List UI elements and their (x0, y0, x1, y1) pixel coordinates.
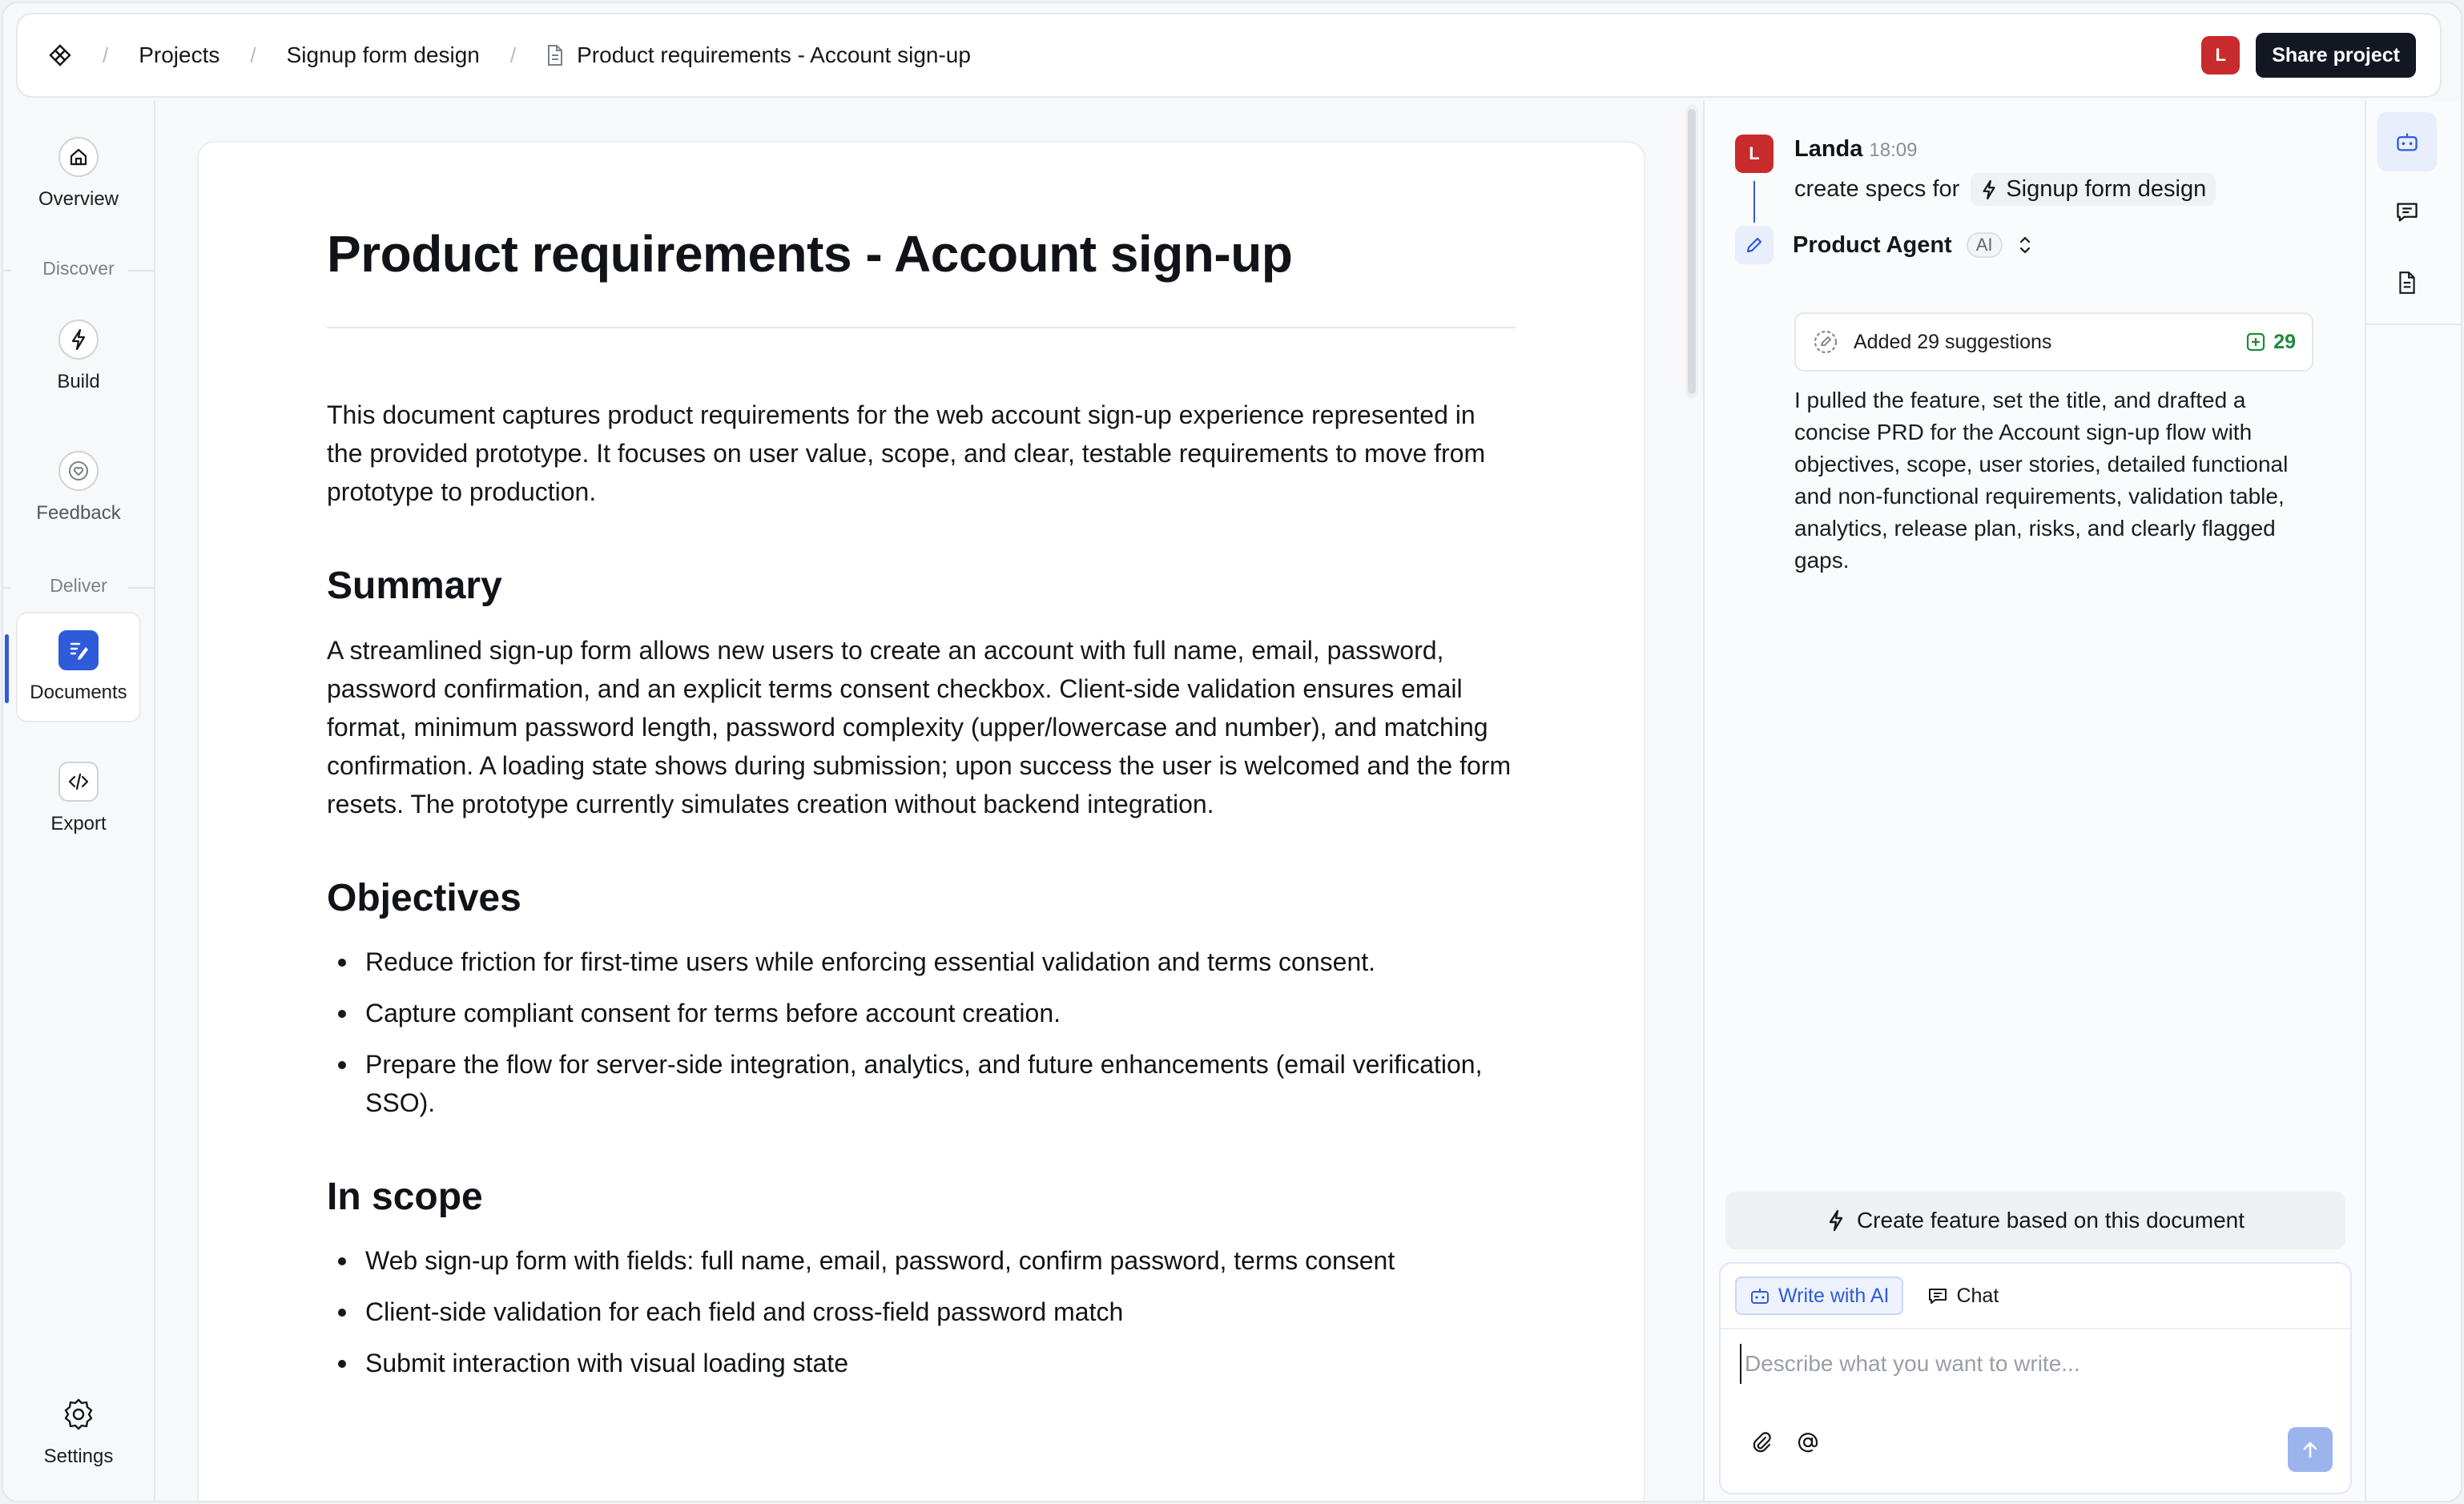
summary-paragraph[interactable]: A streamlined sign-up form allows new users to create an account with full name, email, password, password confirmation, and an explicit terms consent checkbox. Client-side validation ensures email format, minimum password length, password complexity (upper/lowercase and number), and matching confirmation. A loading state shows during submission; upon success the user is welcomed and the form resets. The prototype currently simulates creation without backend integration. (327, 635, 1512, 818)
mention-icon[interactable] (1796, 1430, 1820, 1454)
agent-name: Product Agent (1793, 231, 1952, 258)
robot-icon (2395, 131, 2419, 153)
title-divider (327, 327, 1516, 328)
nav-section-discover: Discover (16, 258, 141, 279)
summary-heading[interactable]: Summary (327, 565, 502, 608)
sidebar-item-feedback[interactable] (16, 432, 141, 543)
app-window (2, 2, 2462, 1502)
breadcrumb-projects[interactable]: Projects (139, 42, 220, 67)
arrow-up-icon (2301, 1439, 2320, 1460)
share-project-button[interactable]: Share project (2256, 33, 2416, 78)
breadcrumb-document-label: Product requirements - Account sign-up (577, 42, 971, 67)
document-intro[interactable]: This document captures product requirements for the web account sign-up experience represented in the provided prototype. It focuses on user value, scope, and clear, testable requirements to move from prototype to production. (327, 400, 1486, 507)
avatar: L (1735, 135, 1774, 173)
feature-chip-label: Signup form design (2006, 176, 2207, 202)
document-icon (2398, 271, 2417, 295)
nav-section-deliver: Deliver (16, 575, 141, 597)
workspace-logo-icon[interactable] (48, 43, 72, 67)
tab-chat[interactable] (1914, 1277, 2011, 1315)
objectives-list (327, 943, 1516, 1122)
breadcrumb (48, 42, 971, 68)
chat-bubble-icon (1927, 1286, 1948, 1305)
suggestions-label: Added 29 suggestions (1854, 330, 2052, 353)
sidebar-item-settings[interactable] (16, 1376, 141, 1486)
prompt-input[interactable] (1740, 1344, 2317, 1384)
lightning-icon (1826, 1209, 1846, 1232)
message-author (1794, 136, 1917, 163)
tab-label: Chat (1956, 1284, 1999, 1307)
code-export-icon (58, 762, 99, 802)
rail-ai-assistant-button[interactable] (2377, 112, 2437, 171)
sidebar (3, 101, 155, 1502)
lightning-icon (58, 320, 99, 360)
user-message (1794, 173, 2216, 206)
chevron-up-down-icon[interactable] (2017, 234, 2033, 256)
robot-icon (1749, 1286, 1770, 1305)
objectives-heading[interactable]: Objectives (327, 876, 521, 919)
list-item[interactable]: Client-side validation for each field and cross-field password match (327, 1293, 1516, 1331)
composer-tabs (1735, 1277, 2011, 1315)
document-edit-icon (58, 630, 99, 670)
ai-composer (1719, 1262, 2352, 1494)
user-avatar[interactable]: L (2201, 36, 2240, 74)
paperclip-icon[interactable] (1749, 1430, 1774, 1454)
rail-document-button[interactable] (2377, 253, 2437, 312)
breadcrumb-separator: / (103, 42, 109, 67)
tab-label: Write with AI (1778, 1284, 1890, 1307)
create-feature-label: Create feature based on this document (1856, 1208, 2245, 1233)
create-feature-button[interactable] (1725, 1192, 2345, 1249)
rail-divider (2366, 324, 2462, 325)
sidebar-item-label: Settings (43, 1446, 114, 1467)
agent-reply: I pulled the feature, set the title, and drafted a concise PRD for the Account sign-up flow with objectives, scope, user stories, detailed functional and non-functional requirements, validation table, analytics, release plan, risks, and clearly flagged gaps. (1794, 388, 2289, 573)
home-icon (58, 137, 99, 177)
composer-divider (1721, 1328, 2350, 1329)
right-rail (2365, 101, 2462, 1502)
heart-chat-icon (58, 451, 99, 491)
scrollbar-thumb[interactable] (1688, 109, 1696, 394)
send-button[interactable] (2288, 1427, 2333, 1472)
dashed-circle-icon (1812, 328, 1839, 356)
suggestions-count-value: 29 (2273, 330, 2296, 353)
lightning-icon (1980, 179, 1998, 200)
sidebar-item-export[interactable] (16, 743, 141, 854)
sidebar-item-build[interactable] (16, 301, 141, 412)
pencil-icon (1735, 226, 1774, 264)
breadcrumb-document[interactable] (546, 42, 971, 68)
list-item[interactable]: Web sign-up form with fields: full name, email, password, confirm password, terms consent (327, 1241, 1516, 1280)
message-time: 18:09 (1869, 139, 1918, 161)
rail-comments-button[interactable] (2377, 183, 2437, 242)
tab-write-with-ai[interactable] (1735, 1277, 1903, 1315)
list-item[interactable]: Prepare the flow for server-side integration, analytics, and future enhancements (email verification, SSO). (327, 1045, 1516, 1122)
message-text: create specs for (1794, 176, 1960, 202)
document-title[interactable]: Product requirements - Account sign-up (327, 225, 1293, 283)
sidebar-item-documents[interactable] (16, 612, 141, 722)
comment-icon (2395, 201, 2419, 223)
ai-chat-panel (1703, 101, 2365, 1502)
breadcrumb-feature[interactable]: Signup form design (286, 42, 480, 67)
scope-list (327, 1241, 1516, 1382)
list-item[interactable]: Reduce friction for first-time users while enforcing essential validation and terms consent. (327, 943, 1516, 981)
composer-tools (1749, 1430, 1820, 1454)
feature-chip[interactable] (1971, 173, 2216, 206)
suggestions-summary[interactable] (1794, 312, 2313, 372)
scope-heading[interactable]: In scope (327, 1175, 483, 1218)
thread-connector (1753, 181, 1755, 223)
sidebar-item-label: Documents (30, 682, 127, 703)
header-actions (2201, 33, 2416, 78)
sidebar-item-label: Overview (38, 188, 119, 210)
document-scrollbar[interactable] (1685, 104, 1698, 399)
list-item[interactable]: Capture compliant consent for terms before account creation. (327, 994, 1516, 1032)
document-page[interactable] (197, 141, 1645, 1502)
breadcrumb-separator: / (509, 42, 517, 67)
sidebar-item-overview[interactable] (16, 119, 141, 229)
sidebar-item-label: Feedback (36, 502, 121, 524)
author-name: Landa (1794, 136, 1863, 162)
agent-header (1735, 226, 2033, 264)
list-item[interactable]: Submit interaction with visual loading state (327, 1344, 1516, 1382)
suggestions-count (2246, 331, 2296, 354)
top-bar (16, 13, 2442, 98)
breadcrumb-separator: / (250, 42, 256, 67)
gear-icon (58, 1394, 99, 1434)
sidebar-item-label: Export (50, 813, 107, 834)
plus-square-icon (2246, 332, 2265, 352)
sidebar-item-label: Build (57, 371, 100, 392)
document-area (157, 101, 1703, 1502)
ai-badge: AI (1967, 232, 2003, 258)
document-icon (546, 44, 564, 66)
